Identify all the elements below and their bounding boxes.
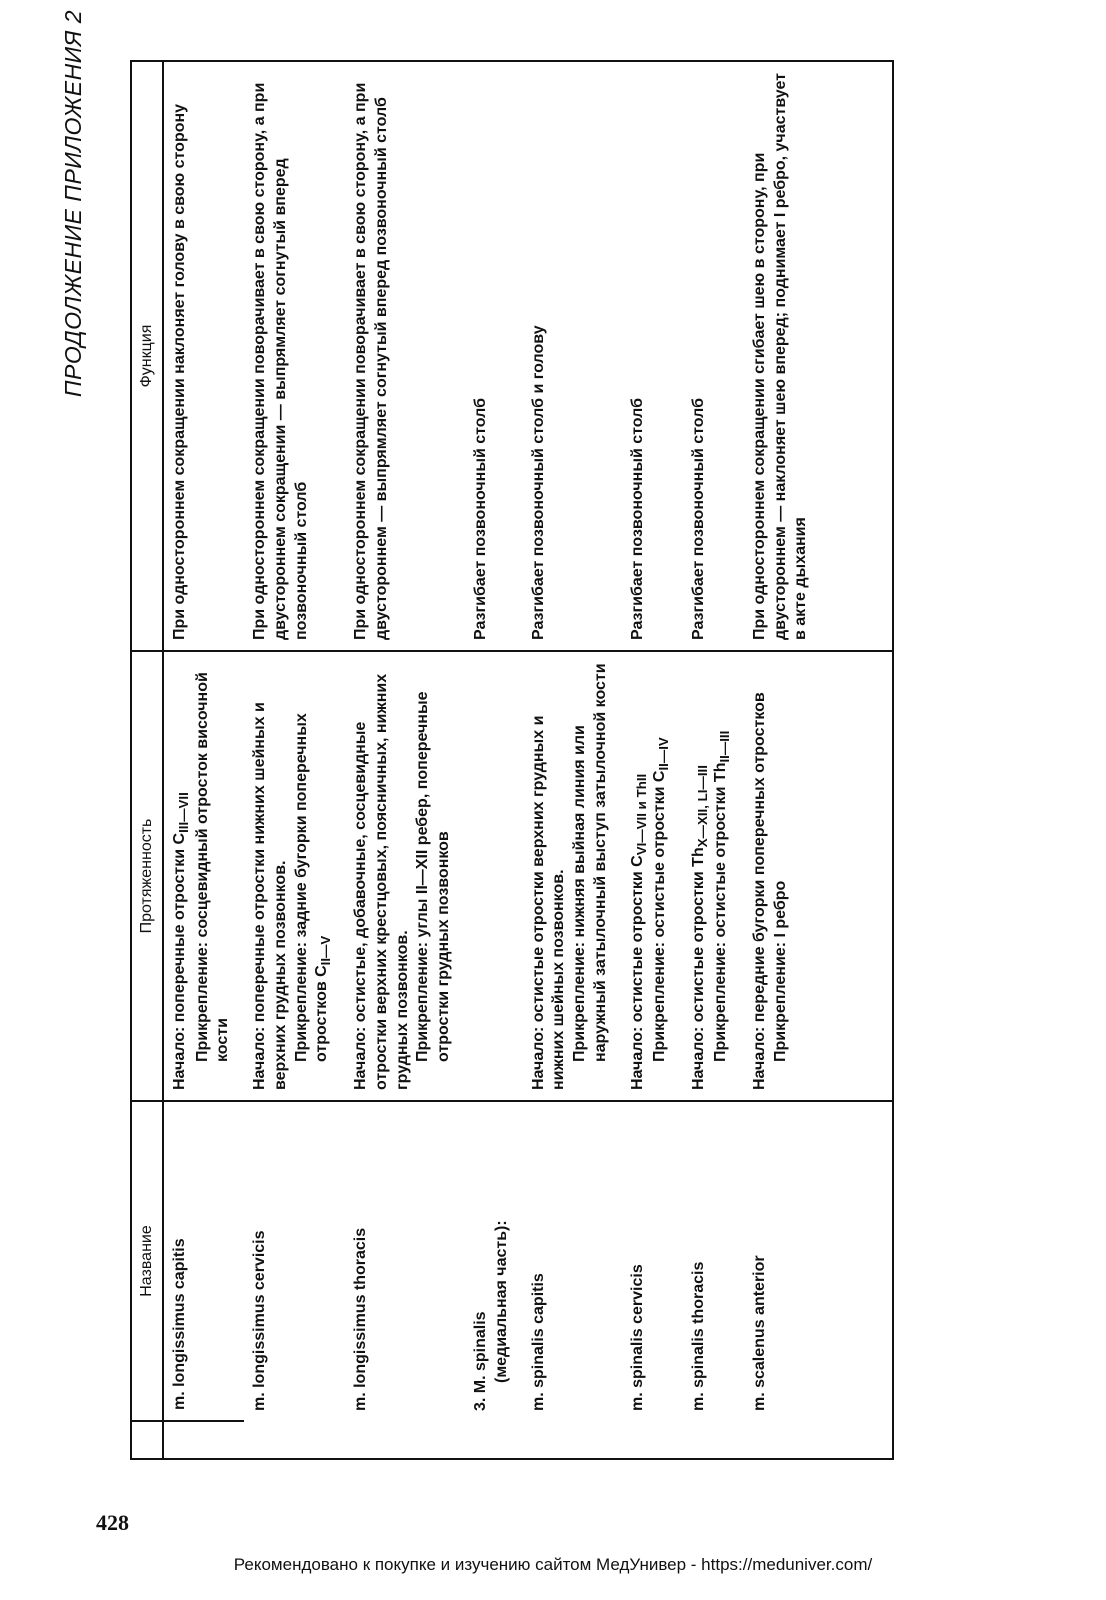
muscle-name: m. scalenus anterior [750,1255,768,1411]
muscle-name: m. spinalis capitis [529,1273,547,1411]
table-row [622,61,683,1459]
table-row [244,61,345,1459]
muscle-function: Разгибает позвоночный столб и голову [523,61,622,651]
muscle-name: m. spinalis cervicis [628,1264,646,1411]
extent-insertion: Прикрепление: I ребро [771,880,789,1062]
muscle-extent [523,651,622,1101]
column-header-function: Функция [131,61,163,651]
muscle-extent [163,651,244,1101]
footer-link-text: Рекомендовано к покупке и изучению сайтом МедУнивер - https://meduniver.com/ [233,1555,873,1574]
running-head: ПРОДОЛЖЕНИЕ ПРИЛОЖЕНИЯ 2 [60,10,86,398]
table-row [523,61,622,1459]
extent-origin: Начало: остистые отростки $C_{VI—VII и ThII}$ [628,773,649,1090]
muscle-extent [345,651,465,1101]
extent-insertion: Прикрепление: нижняя выйная линия или наружный затылочный выступ затылочной кости [571,663,609,1062]
muscle-name: 3. M. spinalis (медиальная часть): [471,1220,510,1411]
page-number: 428 [96,1510,129,1535]
table-row [744,61,893,1459]
muscle-name: m. spinalis thoracis [689,1261,707,1411]
muscle-name: m. longissimus cervicis [251,1230,269,1411]
table-row [465,61,523,1459]
muscle-function: При одностороннем сокращении сгибает шею в сторону, при двустороннем — наклоняет шею вперед; поднимает I ребро, участвует в акте дыхания [744,61,893,651]
extent-origin: Начало: поперечные отростки нижних шейных и верхних грудных позвонков. [251,702,289,1090]
table-row [345,61,465,1459]
muscle-function: При одностороннем сокращении поворачивает в свою сторону, а при двустороннем — выпрямляет согнутый вперед позвоночный столб [345,61,465,651]
muscle-name: m. longissimus thoracis [351,1227,369,1411]
extent-origin: Начало: передние бугорки поперечных отростков [750,692,768,1090]
extent-insertion: Прикрепление: углы II—XII ребер, поперечные отростки грудных позвонков [414,691,453,1062]
muscle-extent [622,651,683,1101]
column-header-name: Название [131,1101,163,1421]
extent-origin: Начало: поперечные отростки $C_{III—VII}$ [171,792,192,1090]
muscle-function: Разгибает позвоночный столб [622,61,683,651]
extent-insertion: Прикрепление: задние бугорки поперечных отростков $C_{II—V}$ [292,713,334,1062]
muscle-extent [244,651,345,1101]
muscle-name: m. longissimus capitis [163,1101,244,1421]
table-row [683,61,744,1459]
muscle-function: При одностороннем сокращении поворачивает в свою сторону, а при двустороннем сокращении — выпрямляет согнутый вперед позвоночный столб [244,61,345,651]
column-header-extent: Протяженность [131,651,163,1101]
extent-insertion: Прикрепление: остистые отростки $C_{II—IV}$ [651,737,672,1062]
muscle-table [130,60,894,1460]
extent-origin: Начало: остистые, добавочные, сосцевидные отростки верхних крестцовых, поясничных, нижних грудных позвонков. [351,673,411,1090]
muscle-function: При одностороннем сокращении наклоняет голову в свою сторону [163,61,244,651]
extent-insertion: Прикрепление: сосцевидный отросток височной кости [193,672,232,1062]
muscle-function: Разгибает позвоночный столб [683,61,744,651]
rotated-page [60,10,1070,1535]
extent-origin: Начало: остистые отростки $Th_{X—XII, LI—III}$ [689,765,710,1090]
muscle-function: Разгибает позвоночный столб [465,61,523,651]
extent-insertion: Прикрепление: остистые отростки $Th_{II—III}$ [712,730,733,1062]
muscle-extent [465,651,523,1101]
muscle-extent [683,651,744,1101]
muscle-extent [744,651,893,1101]
table-row [163,61,244,1459]
extent-origin: Начало: остистые отростки верхних грудных и нижних шейных позвонков. [529,715,568,1090]
